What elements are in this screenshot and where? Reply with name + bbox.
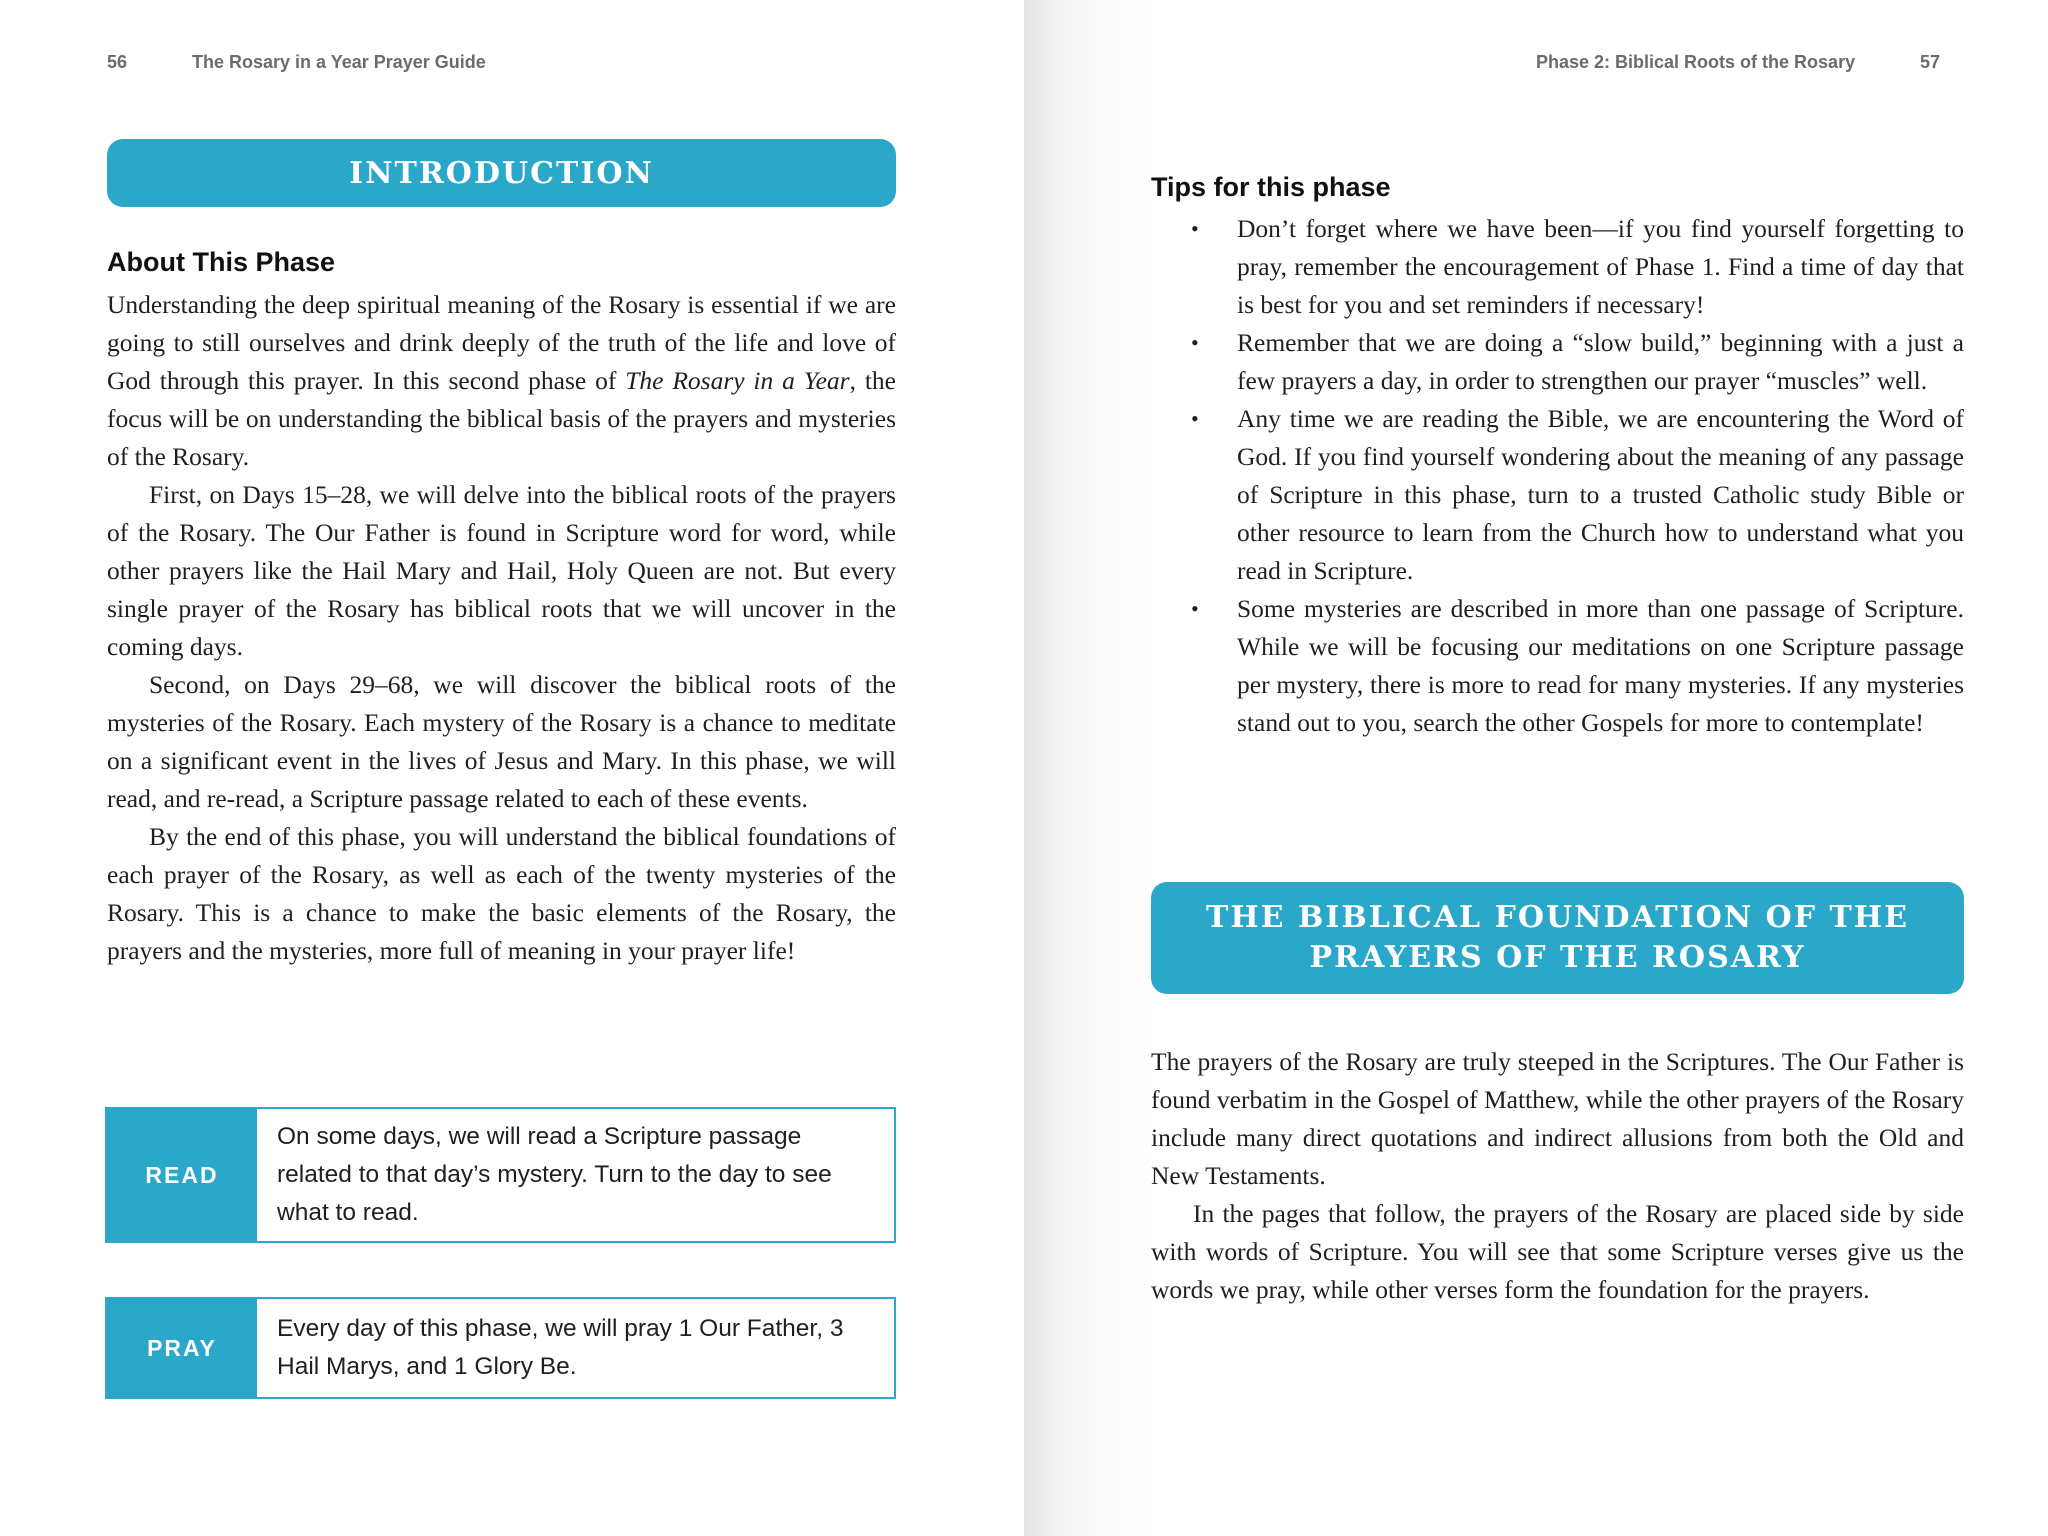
read-text bbox=[257, 1109, 894, 1241]
book-title-italic: The Rosary in a Year bbox=[625, 366, 850, 395]
tip-text: Some mysteries are described in more than one passage of Scripture. While we will be focusing our meditations on one Scripture passage per mystery, there is more to read for many mysteries. If any mysteries stand out to you, search the other Gospels for more to contemplate! bbox=[1237, 594, 1964, 737]
right-page bbox=[1024, 0, 2048, 1536]
paragraph bbox=[107, 286, 896, 476]
page-number-right: 57 bbox=[1920, 52, 1941, 72]
pray-text bbox=[257, 1299, 894, 1397]
banner-line: THE BIBLICAL FOUNDATION OF THE bbox=[1206, 900, 1909, 935]
pray-callout bbox=[105, 1297, 896, 1399]
about-this-phase-body bbox=[107, 286, 896, 970]
tips-list bbox=[1151, 210, 1964, 742]
tip-text: Don’t forget where we have been—if you find yourself forgetting to pray, remember the encouragement of Phase 1. Find a time of day that is best for you and set reminders if necessary! bbox=[1237, 214, 1964, 319]
pray-text-content: Every day of this phase, we will pray 1 Our Father, 3 Hail Marys, and 1 Glory Be. bbox=[277, 1315, 844, 1380]
running-head-right: Phase 2: Biblical Roots of the Rosary bbox=[1536, 52, 1856, 72]
banner-line: PRAYERS OF THE ROSARY bbox=[1309, 940, 1806, 975]
paragraph-text: , the focus will be on understanding the biblical basis of the prayers and mysteries of the Rosary. bbox=[107, 366, 896, 471]
paragraph: By the end of this phase, you will understand the biblical foundations of each prayer of the Rosary, as well as each of the twenty mysteries of the Rosary. This is a chance to make the basic elements of the Rosary, the prayers and the mysteries, more full of meaning in your prayer life! bbox=[107, 822, 896, 965]
list-item bbox=[1151, 400, 1964, 590]
introduction-banner-text: INTRODUCTION bbox=[349, 155, 654, 191]
read-callout bbox=[105, 1107, 896, 1243]
running-head-left: The Rosary in a Year Prayer Guide bbox=[192, 52, 486, 72]
page-number-left: 56 bbox=[107, 52, 128, 72]
biblical-foundation-body bbox=[1151, 1043, 1964, 1309]
tips-heading: Tips for this phase bbox=[1151, 172, 1391, 202]
list-item bbox=[1151, 590, 1964, 742]
paragraph: The prayers of the Rosary are truly steeped in the Scriptures. The Our Father is found verbatim in the Gospel of Matthew, while the other prayers of the Rosary include many direct quotations and indirect allusions from both the Old and New Testaments. bbox=[1151, 1047, 1964, 1190]
read-label: READ bbox=[107, 1109, 257, 1241]
list-item bbox=[1151, 324, 1964, 400]
about-this-phase-heading: About This Phase bbox=[107, 247, 336, 277]
read-text-content: On some days, we will read a Scripture passage related to that day’s mystery. Turn to the day to see what to read. bbox=[277, 1123, 832, 1226]
tip-text: Any time we are reading the Bible, we are encountering the Word of God. If you find yourself wondering about the meaning of any passage of Scripture in this phase, turn to a trusted Catholic study Bible or other resource to learn from the Church how to understand what you read in Scripture. bbox=[1237, 404, 1964, 585]
paragraph: Second, on Days 29–68, we will discover the biblical roots of the mysteries of the Rosary. Each mystery of the Rosary is a chance to meditate on a significant event in the lives of Jesus and Mary. In this phase, we will read, and re-read, a Scripture passage related to each of these events. bbox=[107, 670, 896, 813]
bullet-icon: • bbox=[1191, 406, 1199, 431]
paragraph: In the pages that follow, the prayers of the Rosary are placed side by side with words of Scripture. You will see that some Scripture verses give us the words we pray, while other verses form the foundation for the prayers. bbox=[1151, 1199, 1964, 1304]
pray-label: PRAY bbox=[107, 1299, 257, 1397]
paragraph-text: Understanding the deep spiritual meaning of the Rosary is essential if we are going to still ourselves and drink deeply of the truth of the life and love of God through this prayer. In this second phase of bbox=[107, 290, 896, 395]
introduction-banner bbox=[107, 139, 896, 207]
list-item bbox=[1151, 210, 1964, 324]
biblical-foundation-banner bbox=[1151, 882, 1964, 994]
bullet-icon: • bbox=[1191, 596, 1199, 621]
tip-text: Remember that we are doing a “slow build,” beginning with a just a few prayers a day, in order to strengthen our prayer “muscles” well. bbox=[1237, 328, 1964, 395]
paragraph: First, on Days 15–28, we will delve into the biblical roots of the prayers of the Rosary. The Our Father is found in Scripture word for word, while other prayers like the Hail Mary and Hail, Holy Queen are not. But every single prayer of the Rosary has biblical roots that we will uncover in the coming days. bbox=[107, 480, 896, 661]
bullet-icon: • bbox=[1191, 216, 1199, 241]
bullet-icon: • bbox=[1191, 330, 1199, 355]
